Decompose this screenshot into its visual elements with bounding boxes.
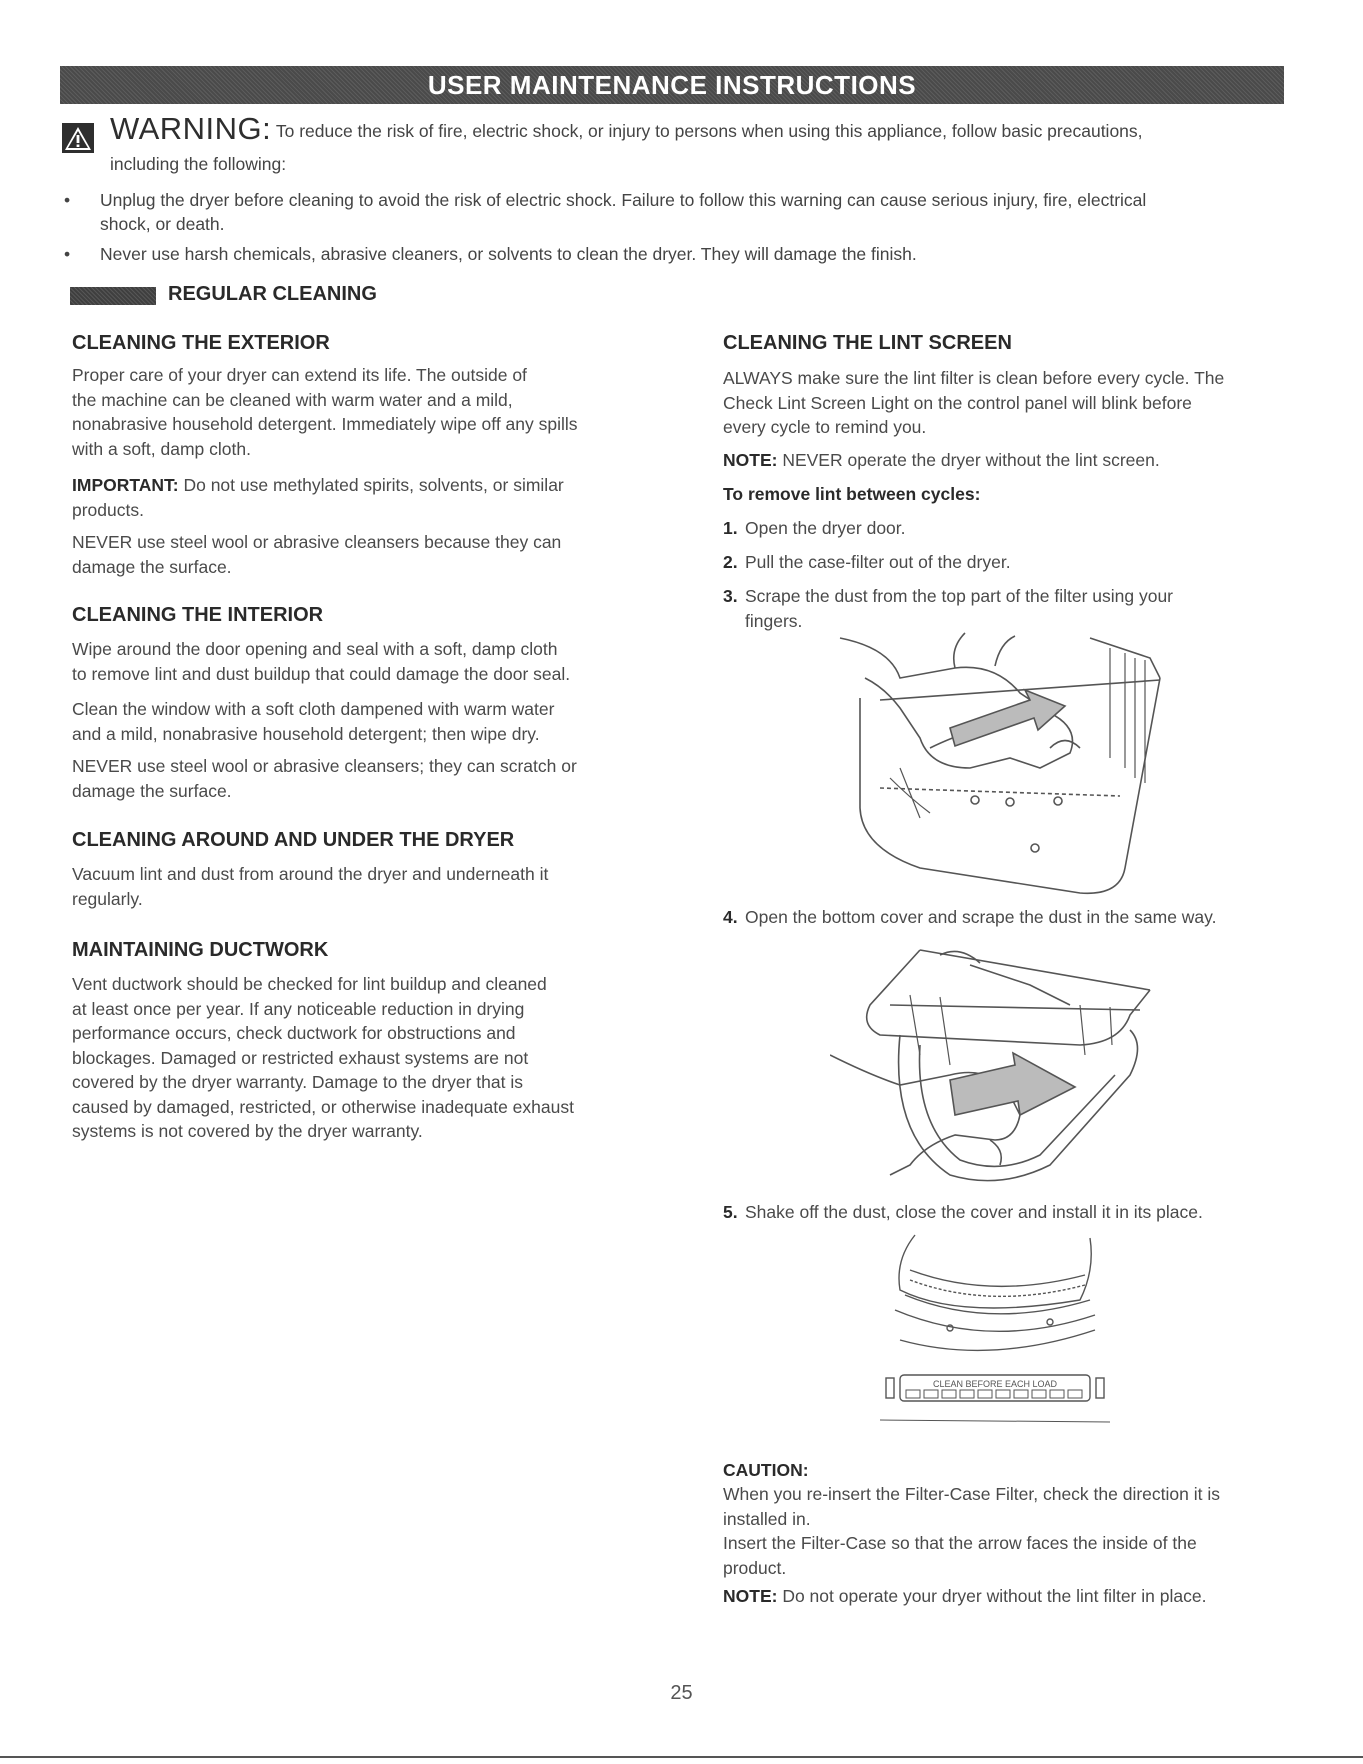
heading-ductwork: MAINTAINING DUCTWORK <box>72 939 329 961</box>
caution-label: CAUTION: <box>723 1460 809 1480</box>
text-line: the machine can be cleaned with warm water and a mild, <box>72 389 513 410</box>
step-number: 2. <box>723 552 738 572</box>
interior-para-2 <box>72 697 672 746</box>
text-line: performance occurs, check ductwork for obstructions and <box>72 1023 516 1043</box>
bottom-rule <box>0 1756 1363 1758</box>
text-line: Wipe around the door opening and seal with a soft, damp cloth <box>72 639 558 659</box>
text-line: products. <box>72 499 144 520</box>
step-text: Open the bottom cover and scrape the dust in the same way. <box>745 907 1217 927</box>
warning-label: WARNING: <box>110 111 272 146</box>
text-line: systems is not covered by the dryer warranty. <box>72 1121 423 1141</box>
text-line: damage the surface. <box>72 780 232 801</box>
warning-text-2: including the following: <box>110 154 287 174</box>
heading-interior: CLEANING THE INTERIOR <box>72 604 324 626</box>
text-line: and a mild, nonabrasive household detergent; then wipe dry. <box>72 723 540 744</box>
text-line: Insert the Filter-Case so that the arrow faces the inside of the <box>723 1533 1197 1553</box>
lint-note <box>723 448 1323 473</box>
illustration-scrape-bottom <box>830 935 1170 1190</box>
step-text: Open the dryer door. <box>745 518 906 538</box>
warning-text: To reduce the risk of fire, electric shock, or injury to persons when using this appliance, follow basic precautions, <box>275 121 1143 141</box>
text-line: Clean the window with a soft cloth dampened with warm water <box>72 699 555 719</box>
step-number: 5. <box>723 1202 738 1222</box>
text-line: every cycle to remind you. <box>723 417 927 437</box>
illustration-scrape-top <box>780 618 1190 903</box>
interior-para-3 <box>72 754 672 803</box>
bullet-text: Never use harsh chemicals, abrasive cleaners, or solvents to clean the dryer. They will damage the finish. <box>100 244 917 264</box>
text-line: Do not use methylated spirits, solvents, or similar <box>178 475 564 495</box>
warning-bullet: • Never use harsh chemicals, abrasive cleaners, or solvents to clean the dryer. They will damage the finish. <box>64 242 1294 268</box>
text-line: Proper care of your dryer can extend its life. The outside of <box>72 365 527 385</box>
text-line: NEVER use steel wool or abrasive cleansers because they can <box>72 532 562 552</box>
text-line: to remove lint and dust buildup that could damage the door seal. <box>72 663 571 684</box>
bullet-text: shock, or death. <box>100 214 225 234</box>
ductwork-para <box>72 972 692 1144</box>
heading-around: CLEANING AROUND AND UNDER THE DRYER <box>72 829 515 851</box>
step-text: Pull the case-filter out of the dryer. <box>745 552 1011 572</box>
warning-triangle-icon <box>62 123 94 153</box>
text-line: Vacuum lint and dust from around the dryer and underneath it <box>72 864 549 884</box>
exterior-para-3 <box>72 530 652 579</box>
page-number: 25 <box>670 1682 693 1704</box>
interior-para-1 <box>72 637 672 686</box>
caution-text <box>723 1482 1323 1580</box>
step-number: 1. <box>723 518 738 538</box>
text-line: regularly. <box>72 888 143 909</box>
text-line: When you re-insert the Filter-Case Filter, check the direction it is <box>723 1484 1220 1504</box>
text-line: with a soft, damp cloth. <box>72 438 251 459</box>
step-text: Shake off the dust, close the cover and install it in its place. <box>745 1202 1203 1222</box>
warning-bullet: • Unplug the dryer before cleaning to avoid the risk of electric shock. Failure to follow this warning can cause serious injury, fire, electrical shock, or death. <box>64 188 1294 238</box>
filter-label-text: CLEAN BEFORE EACH LOAD <box>932 1379 1058 1389</box>
section-title: REGULAR CLEANING <box>168 283 377 305</box>
important-label: IMPORTANT: <box>72 475 179 495</box>
heading-exterior: CLEANING THE EXTERIOR <box>72 332 330 354</box>
note-label: NOTE: <box>723 450 778 470</box>
warning-line <box>110 111 1310 146</box>
text-line: fingers. <box>745 610 803 631</box>
lint-para-1 <box>723 366 1323 440</box>
text-line: installed in. <box>723 1508 811 1529</box>
text-line: blockages. Damaged or restricted exhaust systems are not <box>72 1047 529 1068</box>
text-line: Scrape the dust from the top part of the filter using your <box>745 586 1174 606</box>
text-line: product. <box>723 1557 787 1578</box>
caution-note <box>723 1584 1323 1609</box>
text-line: at least once per year. If any noticeable reduction in drying <box>72 998 525 1019</box>
note-label: NOTE: <box>723 1586 778 1606</box>
banner-title: USER MAINTENANCE INSTRUCTIONS <box>427 69 917 100</box>
text-line: Vent ductwork should be checked for lint buildup and cleaned <box>72 974 547 994</box>
around-para <box>72 862 672 911</box>
text-line: nonabrasive household detergent. Immediately wipe off any spills <box>72 414 578 434</box>
text-line: NEVER use steel wool or abrasive cleansers; they can scratch or <box>72 756 577 776</box>
exterior-important <box>72 473 652 522</box>
text-line: NEVER operate the dryer without the lint screen. <box>777 450 1160 470</box>
exterior-para-1 <box>72 363 632 461</box>
heading-lint-screen: CLEANING THE LINT SCREEN <box>723 332 1012 354</box>
text-line: ALWAYS make sure the lint filter is clean before every cycle. The <box>723 368 1225 388</box>
lint-subheading: To remove lint between cycles: <box>723 484 981 504</box>
illustration-filter-installed <box>880 1230 1110 1430</box>
text-line: caused by damaged, restricted, or otherwise inadequate exhaust <box>72 1096 574 1117</box>
step-number: 4. <box>723 907 738 927</box>
text-line: covered by the dryer warranty. Damage to the dryer that is <box>72 1072 523 1092</box>
step-number: 3. <box>723 586 738 606</box>
section-bar <box>70 287 156 305</box>
section-banner <box>60 66 1284 104</box>
text-line: Do not operate your dryer without the lint filter in place. <box>777 1586 1207 1606</box>
text-line: damage the surface. <box>72 556 232 577</box>
bullet-text: Unplug the dryer before cleaning to avoid the risk of electric shock. Failure to follow this warning can cause serious injury, fire, electrical <box>100 190 1147 210</box>
text-line: Check Lint Screen Light on the control panel will blink before <box>723 392 1192 413</box>
